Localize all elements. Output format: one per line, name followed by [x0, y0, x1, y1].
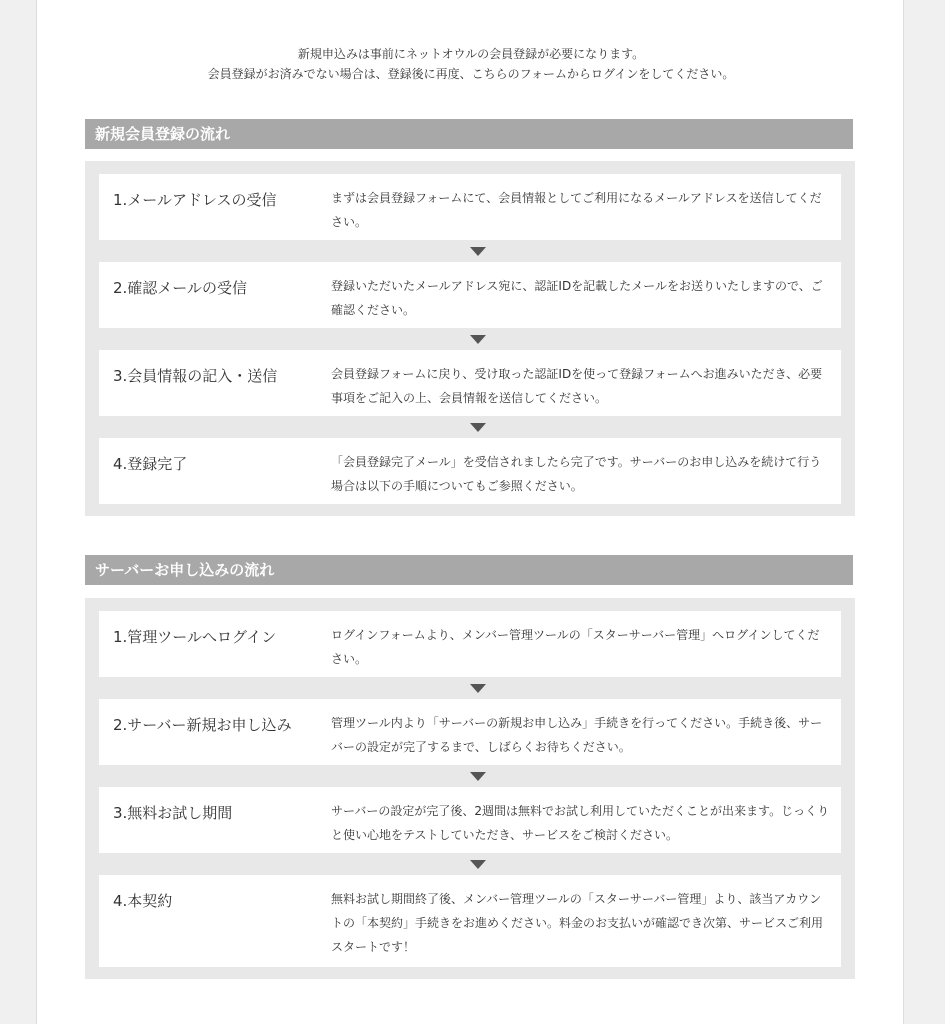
server-step-4	[99, 875, 841, 967]
registration-step-2	[99, 262, 841, 328]
step-title: 4.本契約	[113, 892, 173, 910]
step-description: 会員登録フォームに戻り、受け取った認証IDを使って登録フォームへお進みいただき、必要事項をご記入の上、会員情報を送信してください。	[331, 367, 823, 405]
server-step-1	[99, 611, 841, 677]
intro-line-2: 会員登録がお済みでない場合は、登録後に再度、こちらのフォームからログインをしてください。	[207, 67, 735, 81]
step-description: 無料お試し期間終了後、メンバー管理ツールの「スターサーバー管理」より、該当アカウントの「本契約」手続きをお進めください。料金のお支払いが確認でき次第、サービスご利用スタートです！	[331, 892, 824, 954]
down-arrow-icon	[99, 240, 841, 262]
intro-notice	[37, 44, 905, 84]
intro-line-1: 新規申込みは事前にネットオウルの会員登録が必要になります。	[297, 47, 645, 61]
step-title: 2.サーバー新規お申し込み	[113, 716, 292, 734]
step-description: まずは会員登録フォームにて、会員情報としてご利用になるメールアドレスを送信してください。	[331, 191, 822, 229]
down-arrow-icon	[99, 416, 841, 438]
registration-step-4	[99, 438, 841, 504]
down-arrow-icon	[99, 328, 841, 350]
step-description: ログインフォームより、メンバー管理ツールの「スターサーバー管理」へログインしてください。	[331, 628, 820, 666]
step-title: 1.管理ツールへログイン	[113, 628, 277, 646]
server-step-3	[99, 787, 841, 853]
step-title: 3.会員情報の記入・送信	[113, 367, 278, 385]
step-title: 1.メールアドレスの受信	[113, 191, 277, 209]
registration-step-1	[99, 174, 841, 240]
step-title: 3.無料お試し期間	[113, 804, 233, 822]
step-description: 管理ツール内より「サーバーの新規お申し込み」手続きを行ってください。手続き後、サーバーの設定が完了するまで、しばらくお待ちください。	[331, 716, 823, 754]
down-arrow-icon	[99, 677, 841, 699]
server-step-2	[99, 699, 841, 765]
step-description: 登録いただいたメールアドレス宛に、認証IDを記載したメールをお送りいたしますので、ご確認ください。	[331, 279, 823, 317]
down-arrow-icon	[99, 765, 841, 787]
server-flow-panel	[85, 598, 855, 979]
registration-flow-panel	[85, 161, 855, 516]
step-title: 2.確認メールの受信	[113, 279, 248, 297]
registration-step-3	[99, 350, 841, 416]
page-content	[36, 0, 904, 1024]
step-description: 「会員登録完了メール」を受信されましたら完了です。サーバーのお申し込みを続けて行う場合は以下の手順についてもご参照ください。	[331, 455, 822, 493]
step-title: 4.登録完了	[113, 455, 188, 473]
server-flow-header: サーバーお申し込みの流れ	[85, 555, 853, 585]
step-description: サーバーの設定が完了後、2週間は無料でお試し利用していただくことが出来ます。じっくりと使い心地をテストしていただき、サービスをご検討ください。	[331, 804, 830, 842]
down-arrow-icon	[99, 853, 841, 875]
registration-flow-header: 新規会員登録の流れ	[85, 119, 853, 149]
